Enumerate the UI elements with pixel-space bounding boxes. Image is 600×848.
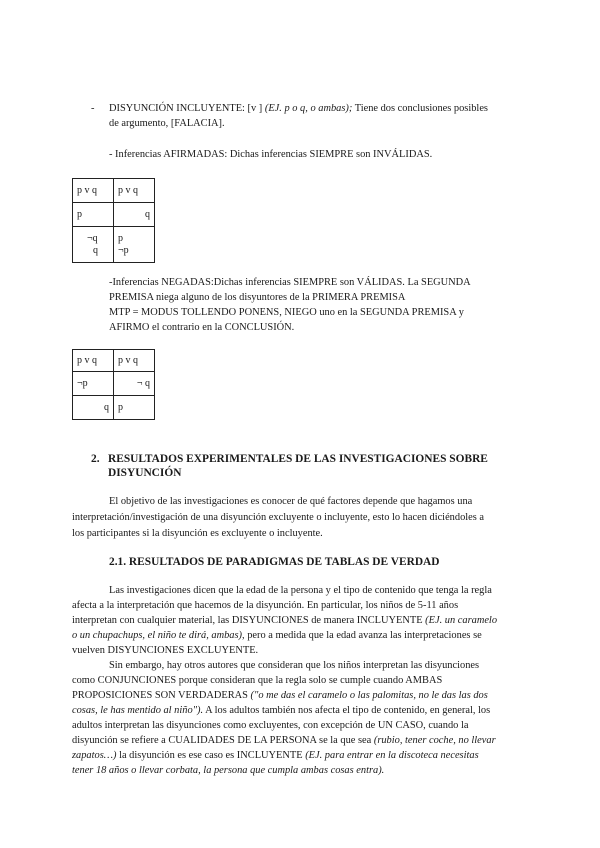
table1-row3-left-bottom: q	[93, 244, 98, 256]
table1-header-right: p v q	[114, 179, 155, 203]
denied-line-3: MTP = MODUS TOLLENDO PONENS, NIEGO uno en la SEGUNDA PREMISA y	[109, 307, 464, 318]
para3-line-1: Sin embargo, hay otros autores que consideran que los niños interpretan las disyunciones	[109, 660, 480, 671]
section-2-1-title: 2.1. RESULTADOS DE PARADIGMAS DE TABLAS DE VERDAD	[109, 556, 440, 568]
table2-header-right: p v q	[114, 350, 155, 372]
table2-header-left: p v q	[73, 350, 114, 372]
section-2-number: 2.	[91, 453, 100, 465]
para2-line-3-text: interpretan con cualquier material, las DISYUNCIONES de manera INCLUYENTE	[72, 615, 426, 626]
table1-row3-left-top: ¬q	[87, 232, 98, 244]
bullet-mid: ]	[256, 103, 265, 114]
para1-line-3: los participantes si la disyunción es excluyente o incluyente.	[72, 528, 323, 539]
table2-row3-right: p	[114, 396, 155, 420]
para2-line-3	[72, 614, 497, 627]
affirmed-inferences: - Inferencias AFIRMADAS: Dichas inferencias SIEMPRE son INVÁLIDAS.	[109, 149, 433, 160]
para2-line-4-example: o un chupachups, el niño te dirá, ambas),	[72, 630, 245, 641]
table1-header-left: p v q	[73, 179, 114, 203]
bullet-lead: DISYUNCIÓN INCLUYENTE: [	[109, 103, 251, 114]
para3-line-4-text: A los adultos también nos afecta el tipo de contenido, en general, los	[203, 705, 491, 716]
bullet-tail: Tiene dos conclusiones posibles	[352, 103, 488, 114]
section-2-title-line-1: RESULTADOS EXPERIMENTALES DE LAS INVESTIGACIONES SOBRE	[108, 453, 488, 465]
para3-line-3-example: ("o me das el caramelo o las palomitas, no le das las dos	[250, 690, 488, 701]
para3-line-5: adultos interpretan las disyunciones como excluyentes, con excepción de UN CASO, cuando la	[72, 720, 469, 731]
para2-line-2: afecta a la interpretación que hacemos de la disyunción. En particular, los niños de 5-11 años	[72, 600, 459, 611]
truth-table-affirmed	[72, 178, 155, 263]
para3-line-7-example-b: (EJ. para entrar en la discoteca necesitas	[305, 750, 479, 761]
para3-line-3	[72, 689, 488, 702]
table1-row2-right: q	[114, 203, 155, 227]
para3-line-4	[72, 704, 490, 717]
para3-line-7-example-a: zapatos…)	[72, 750, 117, 761]
table1-row2-left: p	[73, 203, 114, 227]
para2-line-5: vuelven DISYUNCIONES EXCLUYENTE.	[72, 645, 259, 656]
table2-row2-right: ¬ q	[114, 372, 155, 396]
table1-row3-right-top: p	[118, 232, 123, 244]
para3-line-2: como CONJUNCIONES porque consideran que la regla solo se cumple cuando AMBAS	[72, 675, 443, 686]
table2-row3-left: q	[73, 396, 114, 420]
para3-line-4-example: cosas, le has mentido al niño").	[72, 705, 204, 716]
para3-line-8: tener 18 años o llevar corbata, la persona que cumpla ambas cosas entra).	[72, 765, 385, 776]
para2-line-4-text: pero a medida que la edad avanza las interpretaciones se	[244, 630, 482, 641]
table2-row2-left: ¬p	[73, 372, 114, 396]
para1-line-2: interpretación/investigación de una disyunción excluyente o incluyente, esto lo hacen diciéndoles a	[72, 512, 485, 523]
table1-row3-right	[114, 227, 155, 263]
para3-line-6	[72, 734, 496, 747]
para1-line-1: El objetivo de las investigaciones es conocer de qué factores depende que hagamos una	[109, 496, 473, 507]
bullet-example: (EJ. p o q, o ambas);	[264, 103, 353, 114]
denied-line-2: PREMISA niega alguno de los disyuntores de la PRIMERA PREMISA	[109, 292, 406, 303]
para2-line-4	[72, 629, 482, 642]
section-2-title-line-2: DISYUNCIÓN	[108, 467, 182, 479]
denied-line-4: AFIRMO el contrario en la CONCLUSIÓN.	[109, 322, 295, 333]
bullet-symbol: v	[251, 103, 257, 114]
bullet-line-1	[109, 102, 488, 115]
denied-line-1: -Inferencias NEGADAS:Dichas inferencias SIEMPRE son VÁLIDAS. La SEGUNDA	[109, 277, 471, 288]
para3-line-3-text: PROPOSICIONES SON VERDADERAS	[72, 690, 251, 701]
table1-row3-right-bottom: ¬p	[118, 244, 129, 256]
para3-line-7	[72, 749, 479, 762]
para2-line-3-example: (EJ. un caramelo	[425, 615, 498, 626]
para2-line-1: Las investigaciones dicen que la edad de la persona y el tipo de contenido que tenga la regla	[109, 585, 492, 596]
para3-line-7-text: la disyunción es ese caso es INCLUYENTE	[116, 750, 306, 761]
para3-line-6-example: (rubio, tener coche, no llevar	[373, 735, 496, 746]
truth-table-denied	[72, 349, 155, 420]
table1-row3-left	[73, 227, 114, 263]
bullet-dash: -	[91, 103, 95, 114]
bullet-line-2: de argumento, [FALACIA].	[109, 118, 225, 129]
para3-line-6-text: disyunción se refiere a CUALIDADES DE LA PERSONA se la que sea	[72, 735, 374, 746]
